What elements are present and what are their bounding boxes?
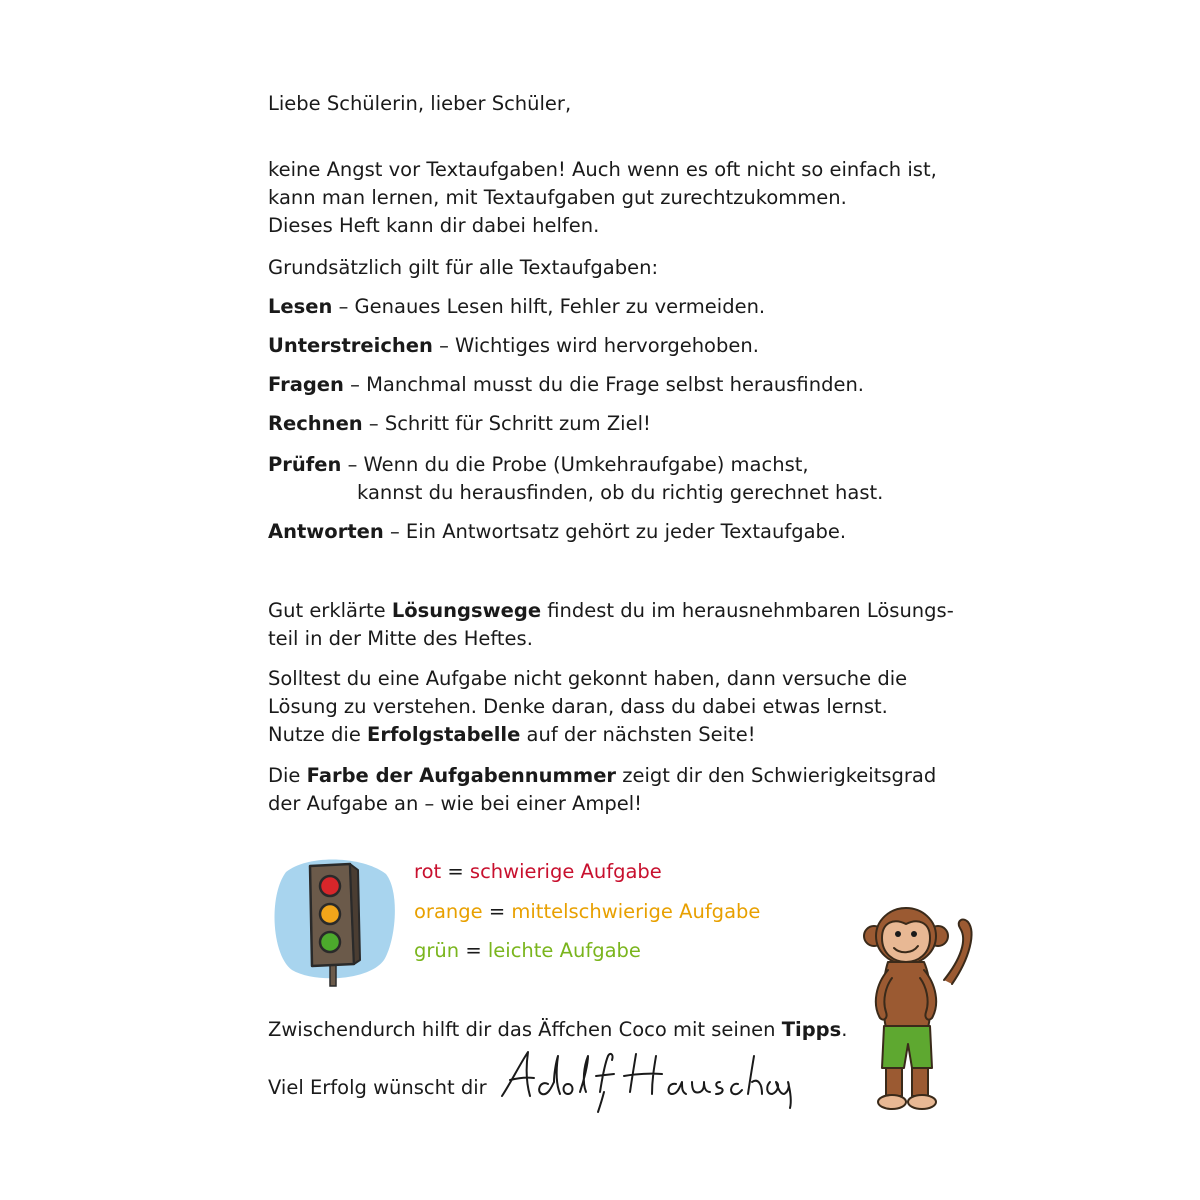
legend-color-name: orange — [414, 900, 483, 923]
monkey-coco-icon — [852, 900, 982, 1115]
colors-intro-line-2: der Aufgabe an – wie bei einer Ampel! — [268, 792, 642, 815]
rule-intro: Grundsätzlich gilt für alle Textaufgaben: — [268, 256, 659, 279]
advice-bold: Erfolgstabelle — [367, 723, 521, 746]
rule-term: Antworten — [268, 520, 384, 543]
colors-intro-text: zeigt dir den Schwierigkeitsgrad — [616, 764, 937, 787]
legend-color-name: rot — [414, 860, 442, 883]
intro-line-3: Dieses Heft kann dir dabei helfen. — [268, 214, 600, 237]
rule-term: Unterstreichen — [268, 334, 433, 357]
rule-text: – Genaues Lesen hilft, Fehler zu vermeiden. — [332, 295, 766, 318]
signature-icon — [496, 1046, 796, 1116]
rule-term: Prüfen — [268, 453, 342, 476]
colors-intro-text: Die — [268, 764, 307, 787]
rule-text: – Schritt für Schritt zum Ziel! — [362, 412, 651, 435]
intro-line-2: kann man lernen, mit Textaufgaben gut zurechtzukommen. — [268, 186, 847, 209]
advice-text: Nutze die — [268, 723, 368, 746]
legend-equals: = — [441, 860, 470, 883]
intro-line-1: keine Angst vor Textaufgaben! Auch wenn es oft nicht so einfach ist, — [268, 158, 937, 181]
rule-text: – Manchmal musst du die Frage selbst herausfinden. — [343, 373, 864, 396]
rule-text: – Ein Antwortsatz gehört zu jeder Textaufgabe. — [383, 520, 847, 543]
colors-intro-bold: Farbe der Aufgabennummer — [306, 764, 617, 787]
rule-pruefen-continuation: kannst du herausfinden, ob du richtig gerechnet hast. — [357, 481, 884, 504]
closing-line: Viel Erfolg wünscht dir — [268, 1076, 487, 1099]
rule-rechnen — [268, 410, 651, 438]
rule-lesen — [268, 293, 765, 321]
rule-text: – Wenn du die Probe (Umkehraufgabe) machst, — [341, 453, 809, 476]
legend-label: leichte Aufgabe — [487, 939, 641, 962]
coco-text: . — [841, 1018, 848, 1041]
coco-bold: Tipps — [781, 1018, 842, 1041]
rule-unterstreichen — [268, 332, 759, 360]
advice-line-1: Solltest du eine Aufgabe nicht gekonnt haben, dann versuche die — [268, 667, 908, 690]
legend-equals: = — [482, 900, 512, 923]
colors-intro-line-1 — [268, 762, 936, 790]
rule-fragen — [268, 371, 864, 399]
advice-line-2: Lösung zu verstehen. Denke daran, dass du dabei etwas lernst. — [268, 695, 888, 718]
solutions-text: findest du im herausnehmbaren Lösungs- — [541, 599, 954, 622]
legend-red — [414, 858, 662, 886]
legend-color-name: grün — [414, 939, 460, 962]
rule-pruefen — [268, 451, 809, 479]
advice-line-3 — [268, 721, 756, 749]
advice-text: auf der nächsten Seite! — [520, 723, 756, 746]
rule-text: – Wichtiges wird hervorgehoben. — [432, 334, 759, 357]
rule-term: Rechnen — [268, 412, 363, 435]
legend-label: schwierige Aufgabe — [469, 860, 662, 883]
rule-term: Lesen — [268, 295, 333, 318]
solutions-text: Gut erklärte — [268, 599, 392, 622]
coco-line — [268, 1016, 847, 1044]
solutions-line-1 — [268, 597, 954, 625]
traffic-light-icon — [268, 852, 398, 992]
rule-antworten — [268, 518, 846, 546]
solutions-line-2: teil in der Mitte des Heftes. — [268, 627, 533, 650]
legend-equals: = — [459, 939, 488, 962]
coco-text: Zwischendurch hilft dir das Äffchen Coco mit seinen — [268, 1018, 782, 1041]
legend-orange — [414, 898, 760, 926]
legend-green — [414, 937, 641, 965]
greeting: Liebe Schülerin, lieber Schüler, — [268, 92, 572, 115]
solutions-bold: Lösungswege — [391, 599, 542, 622]
legend-label: mittelschwierige Aufgabe — [511, 900, 761, 923]
rule-term: Fragen — [268, 373, 344, 396]
